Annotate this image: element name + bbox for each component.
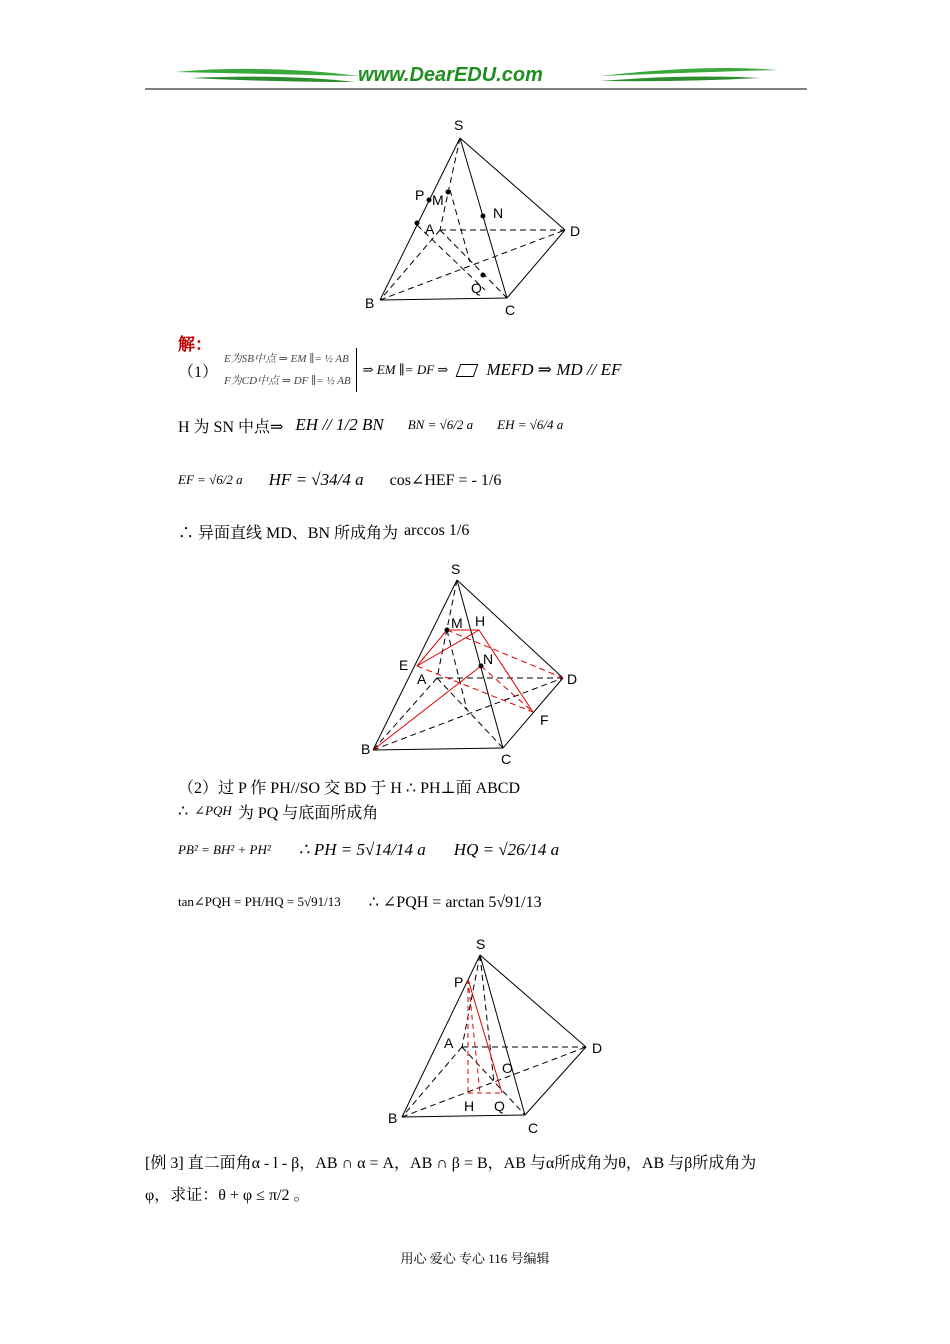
- example-3-line-2: φ，求证：θ + φ ≤ π/2 。: [145, 1187, 310, 1204]
- part1-number: （1）: [178, 363, 219, 381]
- part1-conclusion-row: [178, 512, 469, 550]
- fig3-label-S: S: [476, 936, 486, 952]
- brace-line-1: E为SB中点 ⇒ EM ∥= ½ AB: [224, 353, 349, 365]
- part2-suffix: 为 PQ 与底面所成角: [237, 804, 379, 822]
- fig1-label-A: A: [425, 221, 435, 237]
- bn-value: BN = √6/2 a: [407, 417, 474, 432]
- fig1-label-M: M: [432, 192, 444, 208]
- fig1-label-S: S: [454, 117, 464, 133]
- implication-1: ⇒ EM ∥= DF ⇒: [362, 362, 449, 377]
- fig3-label-A: A: [444, 1035, 454, 1051]
- fig3-label-P: P: [454, 974, 464, 990]
- fig2-label-B: B: [361, 741, 371, 757]
- part2-therefore: ∴: [178, 803, 189, 820]
- fig3-label-B: B: [388, 1110, 398, 1126]
- eh-value: EH = √6/4 a: [497, 417, 564, 432]
- solution-label: 解：: [178, 335, 212, 354]
- fig2-label-E: E: [399, 657, 409, 673]
- part2-tan-row: [178, 882, 542, 922]
- fig3-label-Q: Q: [494, 1098, 505, 1114]
- fig1-label-D: D: [570, 223, 581, 239]
- fig2-label-A: A: [417, 671, 427, 687]
- example-3-line-1: [例 3] 直二面角α - l - β，AB ∩ α = A，AB ∩ β = B，AB 与α所成角为θ，AB 与β所成角为: [145, 1155, 757, 1172]
- cos-hef-value: cos∠HEF = - 1/6: [389, 472, 502, 489]
- page-footer: 用心 爱心 专心 116 号编辑: [400, 1251, 550, 1266]
- hf-value: HF = √34/4 a: [268, 470, 364, 489]
- arctan-result: ∴ ∠PQH = arctan 5√91/13: [368, 894, 542, 911]
- fig1-label-N: N: [493, 205, 504, 221]
- fig1-label-B: B: [365, 295, 375, 311]
- parallelogram-icon: [456, 364, 479, 377]
- fig3-label-D: D: [592, 1040, 603, 1056]
- eh-bn-relation: EH // 1/2 BN: [295, 415, 384, 434]
- h-midpoint-text: H 为 SN 中点⇒: [178, 418, 284, 436]
- part1-brace-row: [178, 345, 621, 395]
- part2-pb-row: [178, 830, 559, 870]
- figure-2-pyramid: [355, 560, 595, 770]
- figure-3-pyramid: [380, 935, 620, 1140]
- conclusion-prefix: ∴ 异面直线 MD、BN 所成角为: [178, 524, 399, 542]
- fig2-label-N: N: [483, 651, 494, 667]
- figure-1-pyramid: [355, 110, 595, 320]
- part1-brace: [224, 348, 357, 392]
- fig3-label-H: H: [464, 1098, 475, 1114]
- fig2-label-S: S: [451, 561, 461, 577]
- part1-ef-row: [178, 460, 501, 500]
- fig3-label-O: O: [502, 1060, 513, 1076]
- conclusion-value: arccos 1/6: [404, 522, 470, 539]
- ef-value: EF = √6/2 a: [178, 472, 243, 487]
- fig2-label-C: C: [501, 751, 512, 767]
- fig3-label-C: C: [528, 1120, 539, 1136]
- implication-2: MEFD ⇒ MD // EF: [486, 360, 622, 379]
- part2-angle: ∠PQH: [194, 803, 232, 818]
- part1-h-row: [178, 405, 563, 445]
- site-title: www.DearEDU.com: [358, 64, 543, 86]
- tan-equation: tan∠PQH = PH/HQ = 5√91/13: [178, 894, 341, 909]
- brace-line-2: F为CD中点 ⇒ DF ∥= ½ AB: [224, 375, 351, 387]
- fig2-label-M: M: [451, 615, 463, 631]
- fig1-label-C: C: [505, 302, 516, 318]
- ph-value: ∴ PH = 5√14/14 a: [298, 840, 426, 859]
- part2-line-2: [178, 800, 378, 822]
- pb-equation: PB² = BH² + PH²: [178, 842, 271, 857]
- fig2-label-H: H: [475, 613, 486, 629]
- fig2-label-D: D: [567, 671, 578, 687]
- hq-value: HQ = √26/14 a: [453, 840, 560, 859]
- part2-line-1: （2）过 P 作 PH//SO 交 BD 于 H ∴ PH⊥面 ABCD: [178, 779, 521, 797]
- fig2-label-F: F: [540, 712, 549, 728]
- fig1-label-P: P: [415, 187, 425, 203]
- fig1-label-Q: Q: [471, 280, 482, 296]
